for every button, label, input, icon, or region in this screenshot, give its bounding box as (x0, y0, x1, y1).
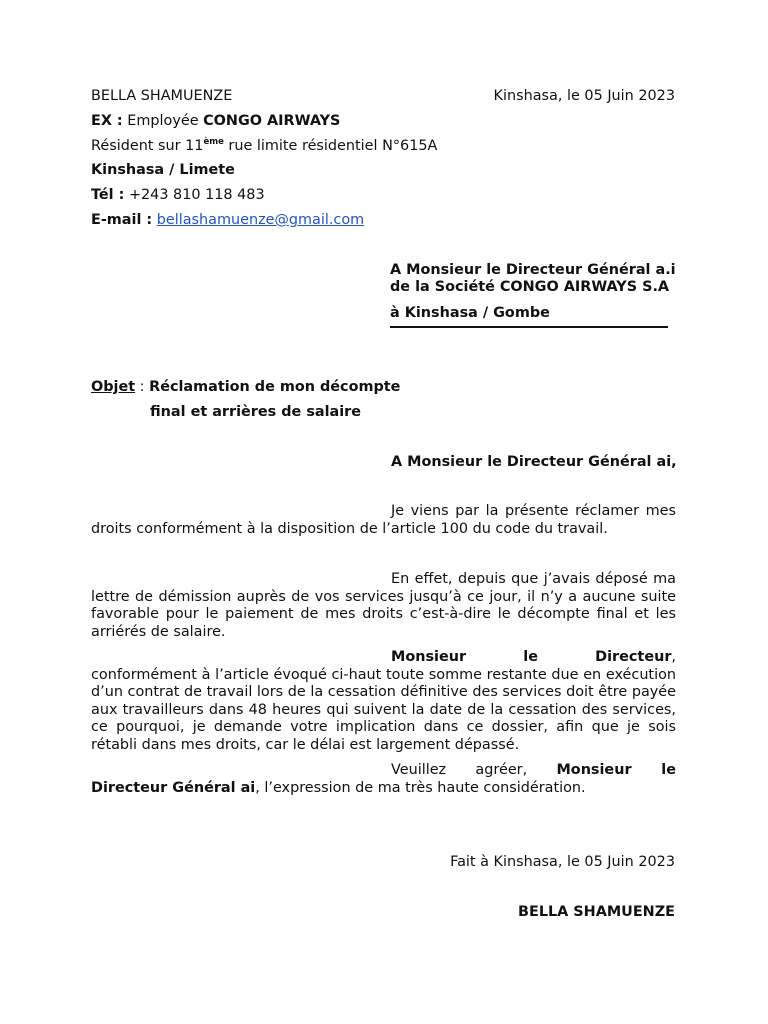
tel-label: Tél : (91, 187, 125, 203)
ex-label: EX : (91, 113, 123, 129)
sender-ex-line (91, 113, 340, 130)
sender-name: BELLA SHAMUENZE (91, 88, 233, 104)
paragraph-2 (91, 571, 676, 641)
subject-label: Objet (91, 379, 136, 395)
subject-line2: final et arrières de salaire (150, 404, 362, 420)
paragraph-1-text: Je viens par la présente réclamer mes droits conformément à la disposition de l’article 100 du code du travail. (91, 503, 676, 537)
email-label: E-mail : (91, 212, 153, 228)
sender-tel (91, 187, 265, 204)
address-sup: ème (203, 137, 224, 147)
date-top: Kinshasa, le 05 Juin 2023 (493, 88, 675, 104)
tel-value: +243 810 118 483 (124, 187, 265, 203)
ex-company: CONGO AIRWAYS (203, 113, 341, 129)
salutation: A Monsieur le Directeur Général ai, (391, 454, 677, 470)
paragraph-2-text: En effet, depuis que j’avais déposé ma lettre de démission auprès de vos services jusqu’à ce jour, il n’y a aucune suite favorable pour le paiement de mes droits c’est-à-dire le décompte final et les arriérés de salaire. (91, 571, 676, 640)
paragraph-4-start: Veuillez agréer, (391, 762, 557, 778)
closing-place-date: Fait à Kinshasa, le 05 Juin 2023 (450, 854, 675, 870)
subject-line1 (91, 379, 400, 396)
recipient-divider (390, 326, 668, 328)
address-prefix: Résident sur 11 (91, 138, 204, 154)
paragraph-3-bold: Monsieur le Directeur (391, 649, 672, 665)
paragraph-4-text: , l’expression de ma très haute considération. (255, 779, 586, 796)
recipient-line3: à Kinshasa / Gombe (390, 305, 550, 321)
paragraph-4-bold: Monsieur le Directeur Général ai (91, 762, 676, 796)
subject-separator: : (135, 379, 150, 395)
recipient-line2: de la Société CONGO AIRWAYS S.A (390, 279, 670, 295)
signature-name: BELLA SHAMUENZE (518, 904, 675, 920)
address-suffix: rue limite résidentiel N°615A (223, 138, 438, 154)
sender-address (91, 138, 437, 155)
paragraph-4 (91, 762, 676, 797)
paragraph-3 (91, 649, 676, 754)
subject-text1: Réclamation de mon décompte (149, 379, 401, 395)
paragraph-1 (91, 503, 676, 538)
ex-role: Employée (122, 113, 204, 129)
recipient-line1: A Monsieur le Directeur Général a.i (390, 262, 676, 278)
paragraph-3-text: , conformément à l’article évoqué ci-haut toute somme restante due en exécution d’un contrat de travail lors de la cessation définitive des services doit être payée aux travailleurs dans 48 heures qui suivent la date de la cessation des services, ce pourquoi, je demande votre implication dans ce dossier, afin que je sois rétabli dans mes droits, car le délai est largement dépassé. (91, 649, 676, 753)
sender-email (91, 212, 364, 229)
sender-city: Kinshasa / Limete (91, 162, 235, 178)
email-link[interactable]: bellashamuenze@gmail.com (156, 212, 365, 228)
